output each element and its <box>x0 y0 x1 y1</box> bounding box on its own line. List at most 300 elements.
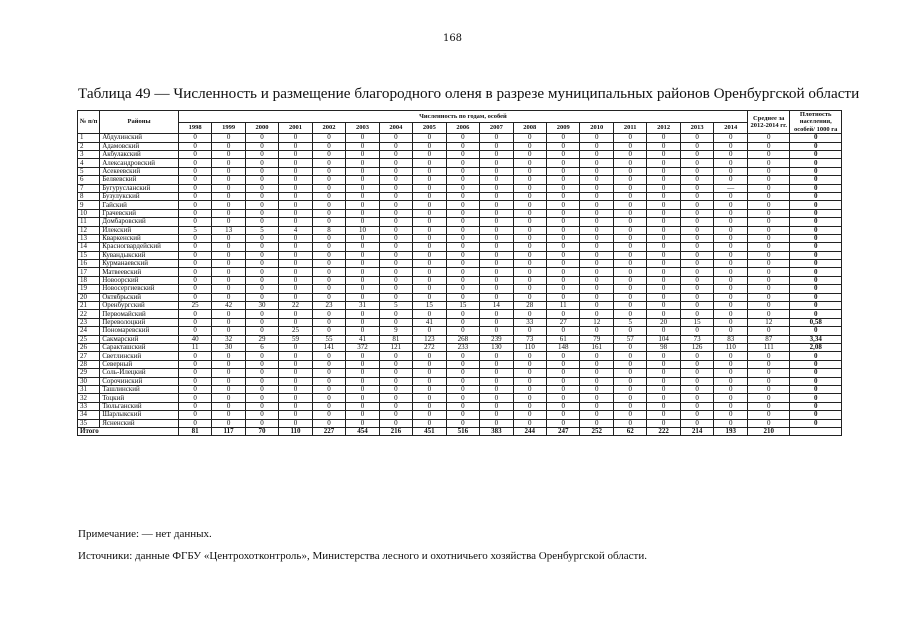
year-value: 0 <box>680 260 713 268</box>
year-value: 0 <box>680 352 713 360</box>
density-value: 0 <box>790 327 842 335</box>
year-value: 0 <box>446 260 479 268</box>
density-value: 0 <box>790 293 842 301</box>
year-value: 0 <box>647 360 680 368</box>
year-value: 0 <box>680 394 713 402</box>
avg-value: 0 <box>748 234 790 242</box>
year-value: 0 <box>212 377 245 385</box>
year-value: 0 <box>714 226 748 234</box>
year-value: 0 <box>580 260 613 268</box>
year-value: 372 <box>346 343 379 351</box>
year-value: 0 <box>212 310 245 318</box>
density-value: 0 <box>790 184 842 192</box>
header-year: 2013 <box>680 122 713 134</box>
year-value: 0 <box>513 159 546 167</box>
year-value: 0 <box>547 192 580 200</box>
year-value: 0 <box>580 176 613 184</box>
year-value: 0 <box>279 411 312 419</box>
table-row <box>78 234 842 242</box>
year-value: 27 <box>547 318 580 326</box>
year-value: 0 <box>245 192 278 200</box>
year-value: 0 <box>613 285 646 293</box>
year-value: 33 <box>513 318 546 326</box>
year-value: 25 <box>279 327 312 335</box>
year-value: 0 <box>480 285 513 293</box>
year-value: 0 <box>212 411 245 419</box>
year-value: 0 <box>178 192 211 200</box>
year-value: 0 <box>613 151 646 159</box>
year-value: 0 <box>547 310 580 318</box>
year-value: 0 <box>279 209 312 217</box>
table-row <box>78 335 842 343</box>
density-value: 0 <box>790 201 842 209</box>
year-value: 0 <box>680 411 713 419</box>
page-number: 168 <box>442 33 463 44</box>
row-number: 7 <box>78 184 100 192</box>
row-number: 26 <box>78 343 100 351</box>
year-value: 0 <box>547 234 580 242</box>
avg-value: 0 <box>748 327 790 335</box>
header-year: 2003 <box>346 122 379 134</box>
year-value: 0 <box>178 369 211 377</box>
year-value: 0 <box>379 142 412 150</box>
year-value: 0 <box>580 234 613 242</box>
year-value: 0 <box>379 260 412 268</box>
year-value: 0 <box>178 184 211 192</box>
total-year-value: 117 <box>212 427 245 435</box>
header-year: 2006 <box>446 122 479 134</box>
avg-value: 0 <box>748 302 790 310</box>
district-name: Саракташский <box>100 343 179 351</box>
year-value: 0 <box>279 201 312 209</box>
year-value: 0 <box>680 234 713 242</box>
row-number: 5 <box>78 167 100 175</box>
year-value: 0 <box>413 276 446 284</box>
table-row <box>78 134 842 142</box>
row-number: 18 <box>78 276 100 284</box>
year-value: 0 <box>580 167 613 175</box>
density-value: 0 <box>790 260 842 268</box>
year-value: 11 <box>547 302 580 310</box>
year-value: 0 <box>480 318 513 326</box>
year-value: 0 <box>379 419 412 427</box>
row-number: 28 <box>78 360 100 368</box>
year-value: 0 <box>513 352 546 360</box>
year-value: 0 <box>580 184 613 192</box>
year-value: 0 <box>613 377 646 385</box>
year-value: 0 <box>613 352 646 360</box>
year-value: 0 <box>714 369 748 377</box>
year-value: 121 <box>379 343 412 351</box>
year-value: 0 <box>613 343 646 351</box>
year-value: 0 <box>680 251 713 259</box>
year-value: 0 <box>212 293 245 301</box>
district-name: Новоорский <box>100 276 179 284</box>
year-value: 0 <box>613 302 646 310</box>
avg-value: 0 <box>748 352 790 360</box>
avg-value: 0 <box>748 226 790 234</box>
year-value: 0 <box>413 394 446 402</box>
district-name: Тюльганский <box>100 402 179 410</box>
year-value: 0 <box>178 310 211 318</box>
year-value: 0 <box>714 394 748 402</box>
deer-population-table <box>77 110 842 436</box>
year-value: 0 <box>480 243 513 251</box>
year-value: 0 <box>279 318 312 326</box>
year-value: 0 <box>346 394 379 402</box>
year-value: 0 <box>480 226 513 234</box>
year-value: 0 <box>212 285 245 293</box>
year-value: 0 <box>312 327 345 335</box>
year-value: 0 <box>178 260 211 268</box>
table-row <box>78 142 842 150</box>
row-number: 25 <box>78 335 100 343</box>
year-value: 0 <box>547 327 580 335</box>
year-value: 0 <box>547 159 580 167</box>
year-value: 0 <box>245 184 278 192</box>
density-value: 0 <box>790 268 842 276</box>
row-number: 4 <box>78 159 100 167</box>
year-value: 0 <box>613 369 646 377</box>
row-number: 34 <box>78 411 100 419</box>
year-value: 0 <box>513 260 546 268</box>
year-value: 0 <box>312 218 345 226</box>
year-value: 0 <box>279 192 312 200</box>
total-year-value: 222 <box>647 427 680 435</box>
year-value: 0 <box>379 268 412 276</box>
year-value: 0 <box>279 151 312 159</box>
year-value: 0 <box>480 184 513 192</box>
year-value: 0 <box>547 352 580 360</box>
district-name: Новосергиевский <box>100 285 179 293</box>
year-value: 0 <box>413 385 446 393</box>
year-value: 0 <box>245 209 278 217</box>
year-value: 0 <box>680 377 713 385</box>
year-value: 0 <box>312 159 345 167</box>
avg-value: 0 <box>748 360 790 368</box>
year-value: 0 <box>714 419 748 427</box>
avg-value: 0 <box>748 251 790 259</box>
density-value: 0 <box>790 209 842 217</box>
table-row <box>78 218 842 226</box>
sources: Источники: данные ФГБУ «Центрохотконтроль», Министерства лесного и охотничьего хозяйства Оренбургской области. <box>78 550 647 562</box>
year-value: 0 <box>480 234 513 242</box>
year-value: 0 <box>580 268 613 276</box>
year-value: 29 <box>245 335 278 343</box>
year-value: 0 <box>580 411 613 419</box>
year-value: 79 <box>580 335 613 343</box>
district-name: Сорочинский <box>100 377 179 385</box>
year-value: 0 <box>580 310 613 318</box>
year-value: 0 <box>312 167 345 175</box>
year-value: 0 <box>446 218 479 226</box>
year-value: 0 <box>312 394 345 402</box>
year-value: 0 <box>346 318 379 326</box>
year-value: 0 <box>680 142 713 150</box>
year-value: 0 <box>279 360 312 368</box>
year-value: 0 <box>413 159 446 167</box>
year-value: 0 <box>212 360 245 368</box>
year-value: 0 <box>379 151 412 159</box>
year-value: 98 <box>647 343 680 351</box>
year-value: 73 <box>513 335 546 343</box>
header-year: 2014 <box>714 122 748 134</box>
year-value: 0 <box>613 234 646 242</box>
avg-value: 0 <box>748 419 790 427</box>
year-value: 0 <box>178 402 211 410</box>
year-value: 0 <box>346 159 379 167</box>
year-value: 0 <box>245 218 278 226</box>
year-value: 0 <box>245 318 278 326</box>
year-value: 0 <box>413 411 446 419</box>
year-value: 0 <box>680 176 713 184</box>
year-value: 0 <box>680 385 713 393</box>
row-number: 16 <box>78 260 100 268</box>
year-value: 0 <box>413 293 446 301</box>
year-value: 0 <box>212 352 245 360</box>
year-value: 0 <box>346 276 379 284</box>
district-name: Кваркенский <box>100 234 179 242</box>
district-name: Матвеевский <box>100 268 179 276</box>
year-value: 0 <box>379 394 412 402</box>
year-value: 0 <box>346 402 379 410</box>
year-value: 0 <box>178 394 211 402</box>
year-value: 0 <box>279 251 312 259</box>
year-value: 0 <box>178 176 211 184</box>
year-value: 0 <box>613 276 646 284</box>
year-value: 0 <box>513 176 546 184</box>
row-number: 12 <box>78 226 100 234</box>
header-year: 2001 <box>279 122 312 134</box>
year-value: 0 <box>212 268 245 276</box>
year-value: 0 <box>279 176 312 184</box>
year-value: 0 <box>312 293 345 301</box>
year-value: 0 <box>245 234 278 242</box>
year-value: 0 <box>680 209 713 217</box>
year-value: 0 <box>279 142 312 150</box>
year-value: 0 <box>245 142 278 150</box>
year-value: 0 <box>379 360 412 368</box>
year-value: 0 <box>245 327 278 335</box>
year-value: 0 <box>680 226 713 234</box>
avg-value: 0 <box>748 192 790 200</box>
year-value: 0 <box>714 411 748 419</box>
year-value: 41 <box>413 318 446 326</box>
district-name: Асекеевский <box>100 167 179 175</box>
district-name: Кувандыкский <box>100 251 179 259</box>
year-value: 0 <box>346 385 379 393</box>
year-value: 0 <box>446 226 479 234</box>
year-value: 0 <box>714 134 748 142</box>
year-value: 0 <box>480 260 513 268</box>
year-value: 0 <box>346 260 379 268</box>
year-value: 0 <box>680 167 713 175</box>
avg-value: 87 <box>748 335 790 343</box>
year-value: 0 <box>714 360 748 368</box>
density-value: 0 <box>790 411 842 419</box>
avg-value: 0 <box>748 394 790 402</box>
year-value: 0 <box>446 293 479 301</box>
year-value: 0 <box>613 167 646 175</box>
district-name: Первомайский <box>100 310 179 318</box>
year-value: 0 <box>279 184 312 192</box>
year-value: 0 <box>680 184 713 192</box>
year-value: 0 <box>580 293 613 301</box>
year-value: 0 <box>647 276 680 284</box>
total-year-value: 227 <box>312 427 345 435</box>
row-number: 1 <box>78 134 100 142</box>
year-value: 0 <box>446 276 479 284</box>
year-value: 0 <box>379 411 412 419</box>
year-value: 5 <box>379 302 412 310</box>
year-value: 0 <box>279 377 312 385</box>
density-value: 0 <box>790 226 842 234</box>
density-value: 0 <box>790 402 842 410</box>
year-value: 0 <box>714 276 748 284</box>
row-number: 35 <box>78 419 100 427</box>
total-year-value: 193 <box>714 427 748 435</box>
avg-value: 0 <box>748 142 790 150</box>
year-value: 0 <box>379 276 412 284</box>
year-value: 0 <box>680 302 713 310</box>
year-value: 0 <box>346 134 379 142</box>
row-number: 8 <box>78 192 100 200</box>
year-value: 0 <box>178 234 211 242</box>
year-value: 0 <box>547 377 580 385</box>
year-value: 0 <box>413 176 446 184</box>
year-value: 0 <box>647 142 680 150</box>
year-value: 0 <box>346 167 379 175</box>
year-value: 0 <box>647 184 680 192</box>
year-value: 0 <box>346 201 379 209</box>
density-value: 0 <box>790 394 842 402</box>
year-value: 0 <box>446 419 479 427</box>
year-value: 0 <box>613 209 646 217</box>
year-value: 0 <box>580 419 613 427</box>
header-year: 2004 <box>379 122 412 134</box>
year-value: 12 <box>580 318 613 326</box>
year-value: 0 <box>312 201 345 209</box>
district-name: Ташлинский <box>100 385 179 393</box>
year-value: 8 <box>312 226 345 234</box>
year-value: 5 <box>245 226 278 234</box>
year-value: 0 <box>245 268 278 276</box>
year-value: 0 <box>513 251 546 259</box>
year-value: 0 <box>346 251 379 259</box>
year-value: 0 <box>178 411 211 419</box>
year-value: 0 <box>513 385 546 393</box>
district-name: Оренбургский <box>100 302 179 310</box>
avg-value: 111 <box>748 343 790 351</box>
avg-value: 0 <box>748 184 790 192</box>
year-value: 0 <box>580 159 613 167</box>
total-row <box>78 427 842 435</box>
year-value: 0 <box>714 218 748 226</box>
header-year: 2012 <box>647 122 680 134</box>
year-value: 0 <box>647 209 680 217</box>
year-value: 0 <box>446 234 479 242</box>
year-value: 0 <box>647 369 680 377</box>
year-value: 0 <box>446 268 479 276</box>
table-row <box>78 276 842 284</box>
year-value: 0 <box>714 243 748 251</box>
density-value: 0 <box>790 243 842 251</box>
avg-value: 0 <box>748 411 790 419</box>
header-year: 2005 <box>413 122 446 134</box>
year-value: 0 <box>212 402 245 410</box>
year-value: 0 <box>547 167 580 175</box>
table-row <box>78 352 842 360</box>
row-number: 10 <box>78 209 100 217</box>
year-value: — <box>714 184 748 192</box>
header-year: 2002 <box>312 122 345 134</box>
density-value: 0 <box>790 151 842 159</box>
year-value: 0 <box>513 411 546 419</box>
year-value: 0 <box>413 327 446 335</box>
year-value: 0 <box>547 243 580 251</box>
year-value: 0 <box>446 251 479 259</box>
year-value: 0 <box>446 360 479 368</box>
district-name: Курманаевский <box>100 260 179 268</box>
district-name: Пономаревский <box>100 327 179 335</box>
year-value: 0 <box>613 411 646 419</box>
total-year-value: 62 <box>613 427 646 435</box>
table-row <box>78 343 842 351</box>
year-value: 0 <box>178 327 211 335</box>
year-value: 0 <box>279 268 312 276</box>
year-value: 0 <box>547 260 580 268</box>
year-value: 0 <box>480 411 513 419</box>
header-by-years: Численность по годам, особей <box>178 111 747 123</box>
year-value: 0 <box>446 192 479 200</box>
row-number: 30 <box>78 377 100 385</box>
row-number: 13 <box>78 234 100 242</box>
year-value: 0 <box>647 394 680 402</box>
table-row <box>78 394 842 402</box>
row-number: 17 <box>78 268 100 276</box>
year-value: 0 <box>680 151 713 159</box>
year-value: 0 <box>714 142 748 150</box>
total-year-value: 81 <box>178 427 211 435</box>
total-year-value: 214 <box>680 427 713 435</box>
year-value: 0 <box>513 293 546 301</box>
year-value: 0 <box>714 377 748 385</box>
year-value: 0 <box>714 302 748 310</box>
year-value: 0 <box>279 167 312 175</box>
year-value: 0 <box>413 260 446 268</box>
year-value: 0 <box>346 411 379 419</box>
year-value: 0 <box>446 134 479 142</box>
year-value: 0 <box>212 260 245 268</box>
year-value: 0 <box>714 260 748 268</box>
avg-value: 0 <box>748 260 790 268</box>
year-value: 0 <box>547 176 580 184</box>
year-value: 0 <box>513 394 546 402</box>
year-value: 0 <box>379 310 412 318</box>
year-value: 0 <box>714 176 748 184</box>
year-value: 0 <box>212 318 245 326</box>
year-value: 0 <box>547 151 580 159</box>
year-value: 0 <box>178 243 211 251</box>
year-value: 0 <box>312 192 345 200</box>
table-row <box>78 209 842 217</box>
year-value: 0 <box>647 411 680 419</box>
table-title: Таблица 49 — Численность и размещение благородного оленя в разрезе муниципальных районов Оренбургской области <box>78 85 860 102</box>
year-value: 0 <box>446 318 479 326</box>
year-value: 110 <box>714 343 748 351</box>
year-value: 0 <box>312 268 345 276</box>
density-value: 0 <box>790 310 842 318</box>
